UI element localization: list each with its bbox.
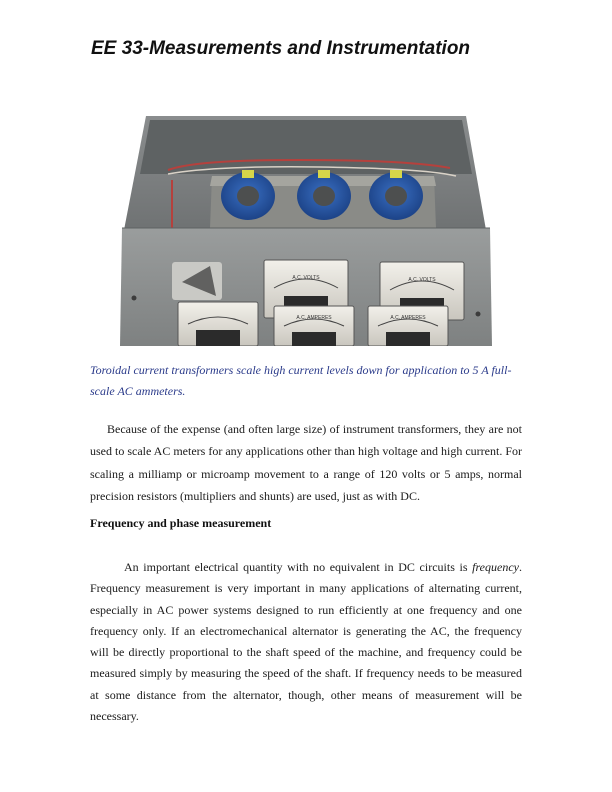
paragraph-2-text-b: . Frequency measurement is very important in many applications of alternating current, especially in AC power systems designed to run efficiently at one frequency and one frequency only. If an electromechanical alternator is generating the AC, the frequency will be directly proportional to the shaft speed of the machine, and frequency could be measured simply by measuring the speed of the shaft. If frequency needs to be measured at some distance from the alternator, though, other means of measurement will be necessary. — [90, 560, 522, 724]
ammeter-2 — [274, 306, 354, 346]
ammeter-3 — [368, 306, 448, 346]
ammeter-1 — [178, 302, 258, 346]
instrument-panel-photo — [120, 110, 492, 346]
svg-text:A.C. VOLTS: A.C. VOLTS — [292, 275, 320, 281]
page-title: EE 33-Measurements and Instrumentation — [91, 38, 471, 59]
body-paragraph-2 — [90, 557, 522, 727]
svg-text:A.C. VOLTS: A.C. VOLTS — [408, 277, 436, 283]
svg-text:A.C. AMPERES: A.C. AMPERES — [296, 315, 332, 321]
label-plate — [172, 262, 222, 300]
figure-caption: Toroidal current transformers scale high current levels down for application to 5 A full-scale AC ammeters. — [90, 363, 512, 398]
svg-text:A.C. AMPERES: A.C. AMPERES — [390, 315, 426, 321]
paragraph-2-text-a: An important electrical quantity with no equivalent in DC circuits is — [124, 560, 473, 574]
body-paragraph-1: Because of the expense (and often large size) of instrument transformers, they are not used to scale AC meters for any applications other than high voltage and high current. For scaling a milliamp or microamp movement to a range of 120 volts or 5 amps, normal precision resistors (multipliers and shunts) are used, just as with DC. — [90, 422, 522, 504]
section-heading: Frequency and phase measurement — [90, 516, 272, 530]
frequency-term: frequency — [472, 560, 519, 574]
